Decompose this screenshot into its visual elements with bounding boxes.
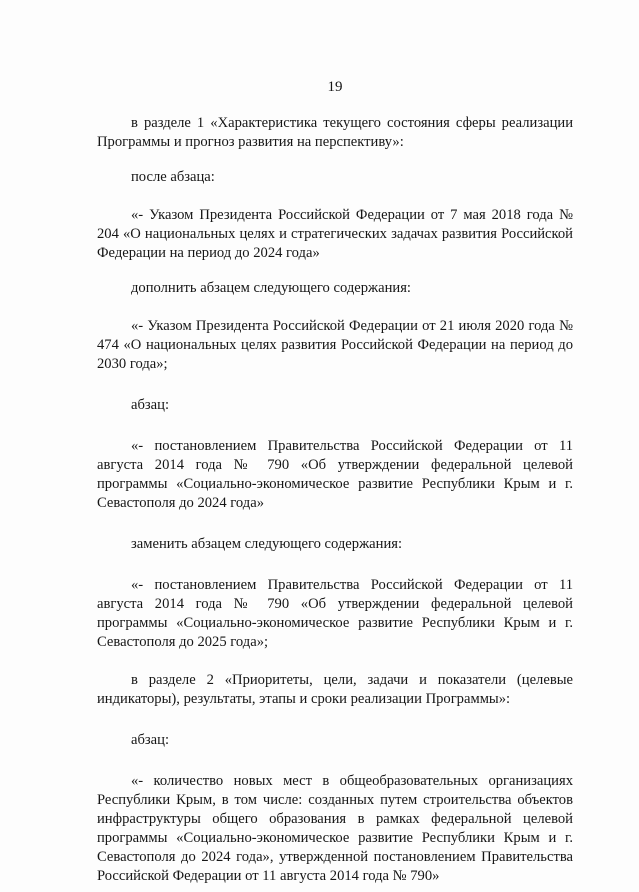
- paragraph-label-abzac-1: абзац:: [131, 397, 170, 413]
- paragraph-resolution-790-new: «- постановлением Правительства Российской Федерации от 11 августа 2014 года № 790 «Об утверждении федеральной целевой программы «Социально-экономическое развитие Республики Крым и г. Севастополя до 2025 года»;: [97, 577, 573, 650]
- page-number: 19: [327, 79, 343, 95]
- paragraph-add-instruction: дополнить абзацем следующего содержания:: [131, 280, 411, 296]
- paragraph-label-abzac-2: абзац:: [131, 732, 170, 748]
- paragraph-decree-204: «- Указом Президента Российской Федерации от 7 мая 2018 года № 204 «О национальных целях и стратегических задачах развития Российской Федерации на период до 2024 года»: [97, 207, 573, 261]
- paragraph-replace-instruction: заменить абзацем следующего содержания:: [131, 536, 403, 552]
- paragraph-new-school-places: «- количество новых мест в общеобразовательных организациях Республики Крым, в том числе: созданных путем строительства объектов инфраструктуры общего образования в рамках федеральной целевой программы «Социально-экономическое развитие Республики Крым и г. Севастополя до 2024 года», утвержденной постановлением Правительства Российской Федерации от 11 августа 2014 года № 790»: [97, 773, 573, 884]
- paragraph-section-2-intro: в разделе 2 «Приоритеты, цели, задачи и показатели (целевые индикаторы), результаты, этапы и сроки реализации Программы»:: [97, 672, 573, 707]
- paragraph-resolution-790-old: «- постановлением Правительства Российской Федерации от 11 августа 2014 года № 790 «Об утверждении федеральной целевой программы «Социально-экономическое развитие Республики Крым и г. Севастополя до 2024 года»: [97, 438, 573, 511]
- paragraph-section-1-intro: в разделе 1 «Характеристика текущего состояния сферы реализации Программы и прогноз развития на перспективу»:: [97, 115, 573, 150]
- paragraph-after-paragraph: после абзаца:: [131, 169, 215, 185]
- paragraph-decree-474: «- Указом Президента Российской Федерации от 21 июля 2020 года № 474 «О национальных целях развития Российской Федерации на период до 2030 года»;: [97, 318, 573, 372]
